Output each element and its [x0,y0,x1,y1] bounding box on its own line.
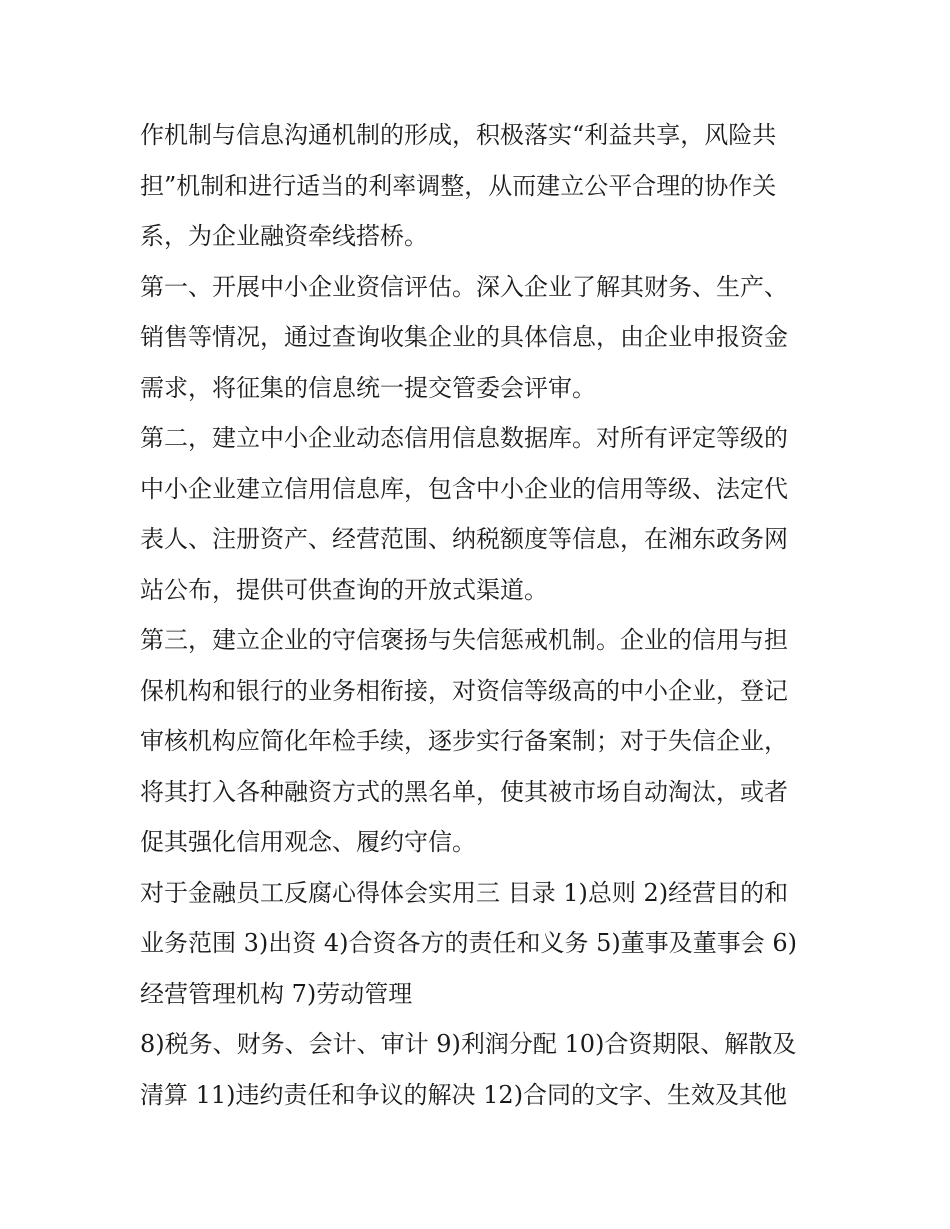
text-line: 第一、开展中小企业资信评估。深入企业了解其财务、生产、 [140,272,788,301]
text-line: 经营管理机构 7)劳动管理 [140,979,413,1008]
text-line: 中小企业建立信用信息库，包含中小企业的信用等级、法定代 [140,474,788,503]
text-line: 业务范围 3)出资 4)合资各方的责任和义务 5)董事及董事会 6) [140,929,798,957]
text-line: 销售等情况，通过查询收集企业的具体信息，由企业申报资金 [140,323,788,351]
text-line: 作机制与信息沟通机制的形成，积极落实“利益共享，风险共 [140,121,777,149]
text-line: 表人、注册资产、经营范围、纳税额度等信息，在湘东政务网 [140,525,788,553]
text-line: 需求，将征集的信息统一提交管委会评审。 [140,373,596,402]
text-line: 将其打入各种融资方式的黑名单，使其被市场自动淘汰，或者 [140,777,788,806]
text-line: 站公布，提供可供查询的开放式渠道。 [140,575,548,604]
text-line: 第三，建立企业的守信褒扬与失信惩戒机制。企业的信用与担 [140,626,788,654]
text-line: 8)税务、财务、会计、审计 9)利润分配 10)合资期限、解散及 [140,1030,797,1058]
text-line: 促其强化信用观念、履约守信。 [140,828,476,856]
text-line: 清算 11)违约责任和争议的解决 12)合同的文字、生效及其他 [140,1080,788,1109]
text-line: 审核机构应简化年检手续，逐步实行备案制；对于失信企业， [140,727,788,755]
text-line: 保机构和银行的业务相衔接，对资信等级高的中小企业，登记 [140,676,788,705]
document-body [140,110,820,1120]
text-line: 第二，建立中小企业动态信用信息数据库。对所有评定等级的 [140,424,788,452]
text-line: 担”机制和进行适当的利率调整，从而建立公平合理的协作关 [140,171,777,200]
text-line: 系，为企业融资牵线搭桥。 [140,222,428,250]
text-line: 对于金融员工反腐心得体会实用三 目录 1)总则 2)经营目的和 [140,878,789,907]
